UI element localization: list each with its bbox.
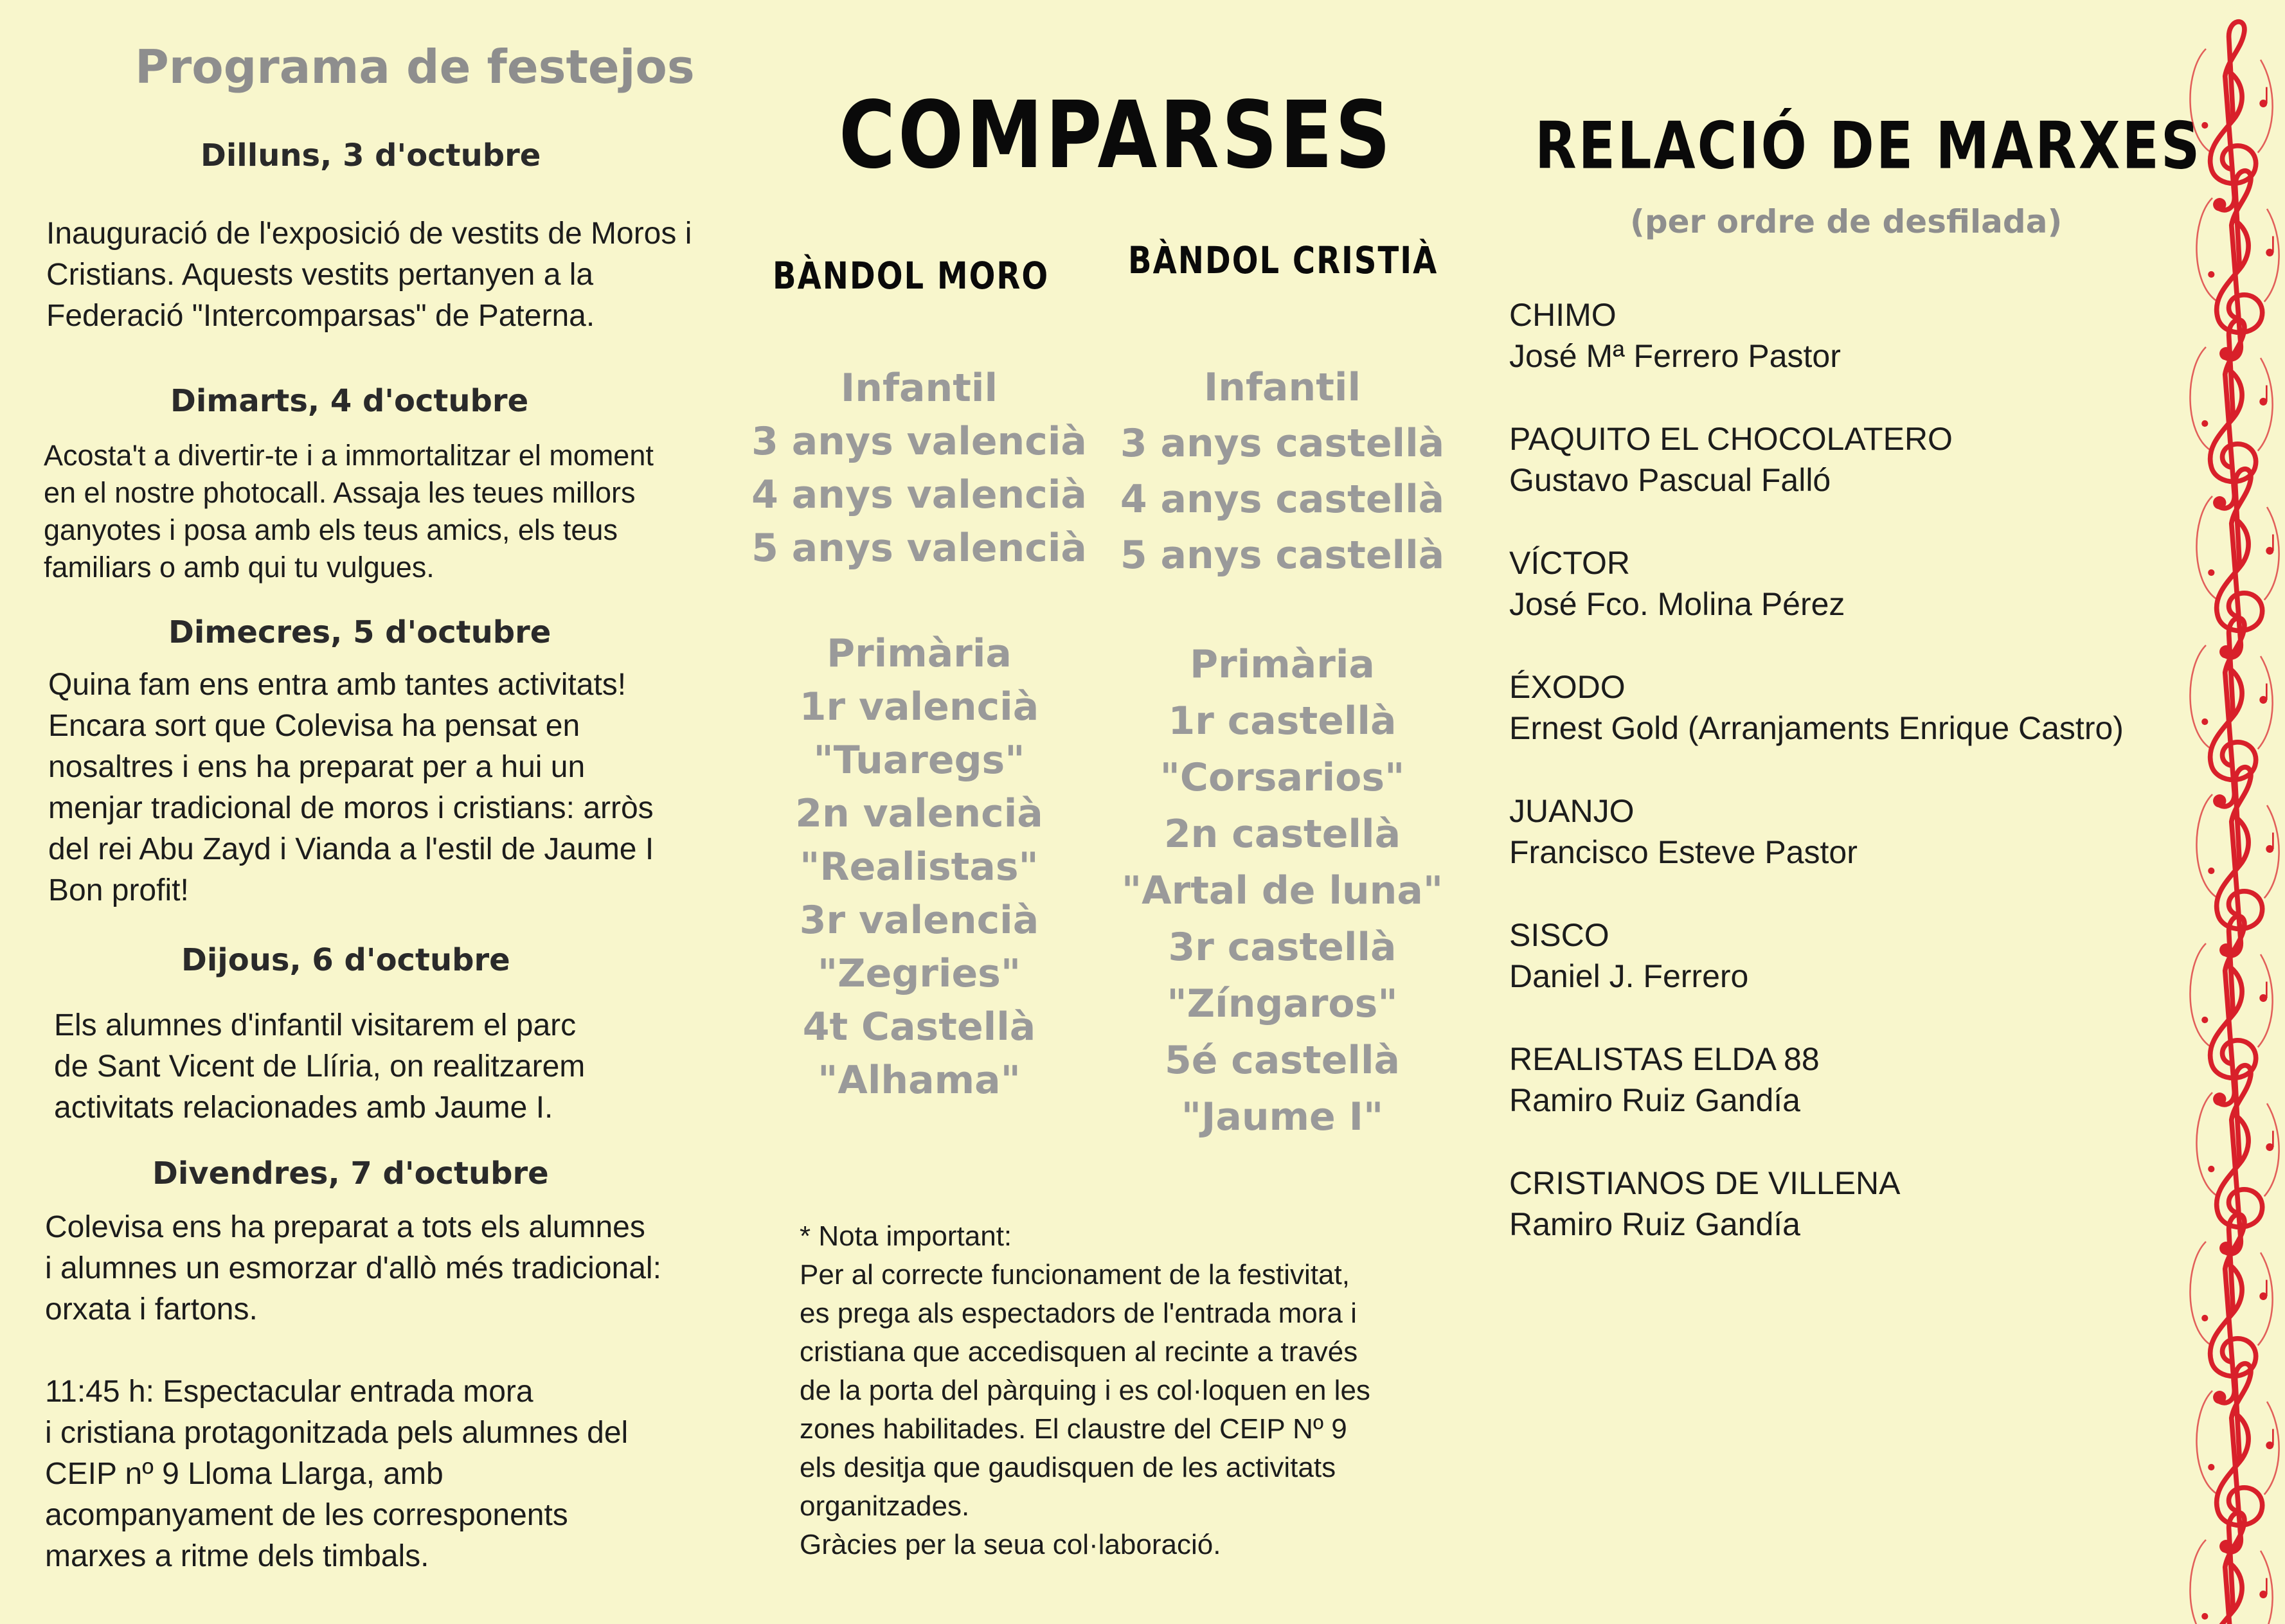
list-item: "Corsarios" [1160, 755, 1405, 800]
treble-clef-icon [2196, 171, 2279, 361]
moro-infantil-list [739, 362, 1099, 575]
day-text-dimecres: Quina fam ens entra amb tantes activitats! Encara sort que Colevisa ha pensat en nosaltres i ens ha preparat per a hui un menjar tradicional de moros i cristians: arròs del rei Abu Zayd i Vianda a l'estil de Jaume I Bon profit! [48, 668, 654, 907]
list-item: JUANJO Francisco Esteve Pastor [1509, 793, 1858, 870]
moro-primaria-list [739, 627, 1099, 1107]
cristia-infantil-list [1102, 360, 1462, 584]
marxes-list [1509, 294, 2124, 1287]
list-item: 3r castellà [1168, 925, 1397, 970]
treble-clef-border [2182, 0, 2285, 1624]
day-title-dimecres: Dimecres, 5 d'octubre [168, 614, 551, 650]
treble-clef-icon [2196, 767, 2279, 957]
list-item: "Zegries" [817, 951, 1021, 996]
list-item: 2n valencià [795, 791, 1043, 836]
treble-clef-icon [2190, 320, 2272, 510]
list-item: "Tuaregs" [813, 738, 1025, 783]
treble-clef-icon [2190, 618, 2272, 808]
list-item: 4 anys valencià [751, 472, 1087, 517]
list-item: 1r valencià [799, 684, 1039, 729]
list-item: Primària [827, 631, 1012, 676]
list-item: CHIMO José Mª Ferrero Pastor [1509, 297, 1841, 374]
programa-title: Programa de festejos [135, 40, 695, 94]
treble-clef-icon [2196, 469, 2279, 659]
comparses-title: COMPARSES [839, 82, 1393, 190]
treble-clef-icon [2190, 1215, 2272, 1404]
day-text-dilluns: Inauguració de l'exposició de vestits de Moros i Cristians. Aquests vestits pertanyen a la Federació "Intercomparsas" de Paterna. [46, 217, 692, 333]
list-item: 4t Castellà [802, 1004, 1036, 1049]
marxes-subtitle: (per ordre de desfilada) [1630, 203, 2063, 240]
bandol-moro-heading: BÀNDOL MORO [773, 254, 1050, 298]
day-text-dimarts: Acosta't a divertir-te i a immortalitzar el moment en el nostre photocall. Assaja les teues millors ganyotes i posa amb els teus amics, els teus familiars o amb qui tu vulgues. [44, 439, 654, 584]
list-item: Infantil [840, 366, 998, 411]
list-item: "Jaume I" [1181, 1094, 1384, 1139]
treble-clef-icon [2196, 1364, 2279, 1553]
treble-clef-icon [2196, 1066, 2279, 1255]
list-item: 5 anys valencià [751, 526, 1087, 571]
treble-clef-icon [2190, 1513, 2272, 1624]
day-title-dimarts: Dimarts, 4 d'octubre [170, 383, 529, 419]
list-item: REALISTAS ELDA 88 Ramiro Ruiz Gandía [1509, 1041, 1820, 1118]
list-item: 3r valencià [799, 898, 1039, 943]
list-item: ÉXODO Ernest Gold (Arranjaments Enrique Castro) [1509, 669, 2124, 746]
list-item: "Realistas" [800, 844, 1039, 889]
list-item: 3 anys castellà [1120, 421, 1445, 466]
list-item: 5 anys castellà [1120, 533, 1445, 578]
day-title-dijous: Dijous, 6 d'octubre [181, 942, 510, 978]
list-item: VÍCTOR José Fco. Molina Pérez [1509, 545, 1845, 622]
cristia-primaria-list [1102, 636, 1462, 1145]
list-item: 2n castellà [1163, 812, 1401, 857]
list-item: 1r castellà [1168, 699, 1397, 744]
day-title-divendres: Divendres, 7 d'octubre [152, 1156, 549, 1191]
day-text-divendres: Colevisa ens ha preparat a tots els alumnes i alumnes un esmorzar d'allò més tradicional: orxata i fartons. 11:45 h: Espectacular entrada mora i cristiana protagonitzada pels alumnes del CEIP nº 9 Lloma Llarga, amb acompanyament de les corresponents marxes a ritme dels timbals. [45, 1210, 661, 1573]
list-item: Infantil [1203, 365, 1361, 410]
list-item: 5é castellà [1164, 1038, 1401, 1083]
list-item: 4 anys castellà [1120, 477, 1445, 522]
list-item: PAQUITO EL CHOCOLATERO Gustavo Pascual Falló [1509, 421, 1953, 498]
list-item: CRISTIANOS DE VILLENA Ramiro Ruiz Gandía [1509, 1165, 1901, 1242]
day-title-dilluns: Dilluns, 3 d'octubre [201, 138, 541, 174]
treble-clef-icon [2190, 22, 2272, 211]
list-item: "Zíngaros" [1167, 981, 1398, 1026]
list-item: "Alhama" [818, 1058, 1021, 1103]
day-text-dijous: Els alumnes d'infantil visitarem el parc de Sant Vicent de Llíria, on realitzarem activitats relacionades amb Jaume I. [54, 1008, 586, 1125]
bandol-cristia-heading: BÀNDOL CRISTIÀ [1128, 239, 1438, 283]
marxes-title: RELACIÓ DE MARXES [1535, 108, 2202, 184]
list-item: Primària [1190, 642, 1375, 687]
list-item: "Artal de luna" [1121, 868, 1444, 913]
important-note: * Nota important: Per al correcte funcionament de la festivitat, es prega als espectadors de l'entrada mora i cristiana que accedisquen al recinte a través de la porta del pàrquing i es col·loquen en les zones habilitades. El claustre del CEIP Nº 9 els desitja que gaudisquen de les activitats organitzades. Gràcies per la seua col·laboració. [800, 1220, 1370, 1560]
list-item: SISCO Daniel J. Ferrero [1509, 917, 1749, 994]
list-item: 3 anys valencià [751, 419, 1087, 464]
treble-clef-icon [2190, 916, 2272, 1106]
